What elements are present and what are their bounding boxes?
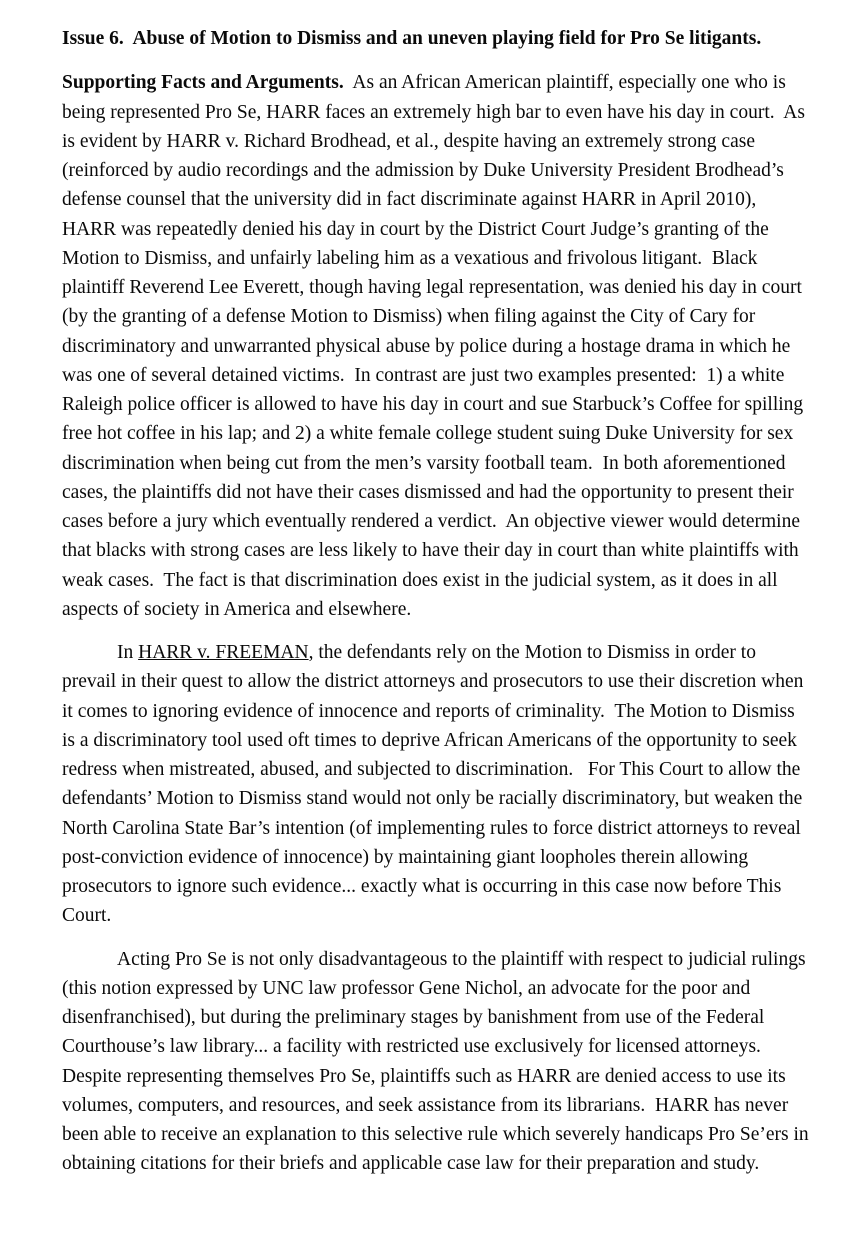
paragraph bbox=[62, 68, 810, 624]
text-segment-bold: Supporting Facts and Arguments. bbox=[62, 72, 344, 94]
paragraph bbox=[62, 638, 810, 931]
document-heading: Issue 6. Abuse of Motion to Dismiss and an uneven playing field for Pro Se litigants. bbox=[62, 28, 762, 49]
document-body bbox=[62, 68, 814, 1178]
text-segment-normal: In bbox=[117, 642, 139, 663]
text-segment-normal: , the defendants rely on the Motion to Dismiss in order to prevail in their quest to allow the district attorneys and prosecutors to use their discretion when it comes to ignoring evidence of innocence and reports of criminality. The Motion to Dismiss is a discriminatory tool used oft times to deprive African Americans of the opportunity to seek redress when mistreated, abused, and subjected to discrimination. For This Court to allow the defendants’ Motion to Dismiss stand would not only be racially discriminatory, but weaken the North Carolina State Bar’s intention (of implementing rules to force district attorneys to reveal post-conviction evidence of innocence) by maintaining giant loopholes therein allowing prosecutors to ignore such evidence... exactly what is occurring in this case now before This Court. bbox=[62, 642, 809, 927]
text-segment-normal: Acting Pro Se is not only disadvantageous to the plaintiff with respect to judicial rulings (this notion expressed by UNC law professor Gene Nichol, an advocate for the poor and disenfranchised), but during the preliminary stages by banishment from use of the Federal Courthouse’s law library... a facility with restricted use exclusively for licensed attorneys. Despite representing themselves Pro Se, plaintiffs such as HARR are denied access to use its volumes, computers, and resources, and seek assistance from its librarians. HARR has never been able to receive an explanation to this selective rule which severely handicaps Pro Se’ers in obtaining citations for their briefs and applicable case law for their preparation and study. bbox=[62, 948, 814, 1175]
text-segment-underline: HARR v. FREEMAN bbox=[138, 642, 309, 663]
paragraph bbox=[62, 945, 814, 1179]
text-segment-normal: As an African American plaintiff, especially one who is being represented Pro Se, HARR faces an extremely high bar to even have his day in court. As is evident by HARR v. Richard Brodhead, et al., despite having an extremely strong case (reinforced by audio recordings and the admission by Duke University President Brodhead’s defense counsel that the university did in fact discriminate against HARR in April 2010), HARR was repeatedly denied his day in court by the District Court Judge’s granting of the Motion to Dismiss, and unfairly labeling him as a vexatious and frivolous litigant. Black plaintiff Reverend Lee Everett, though having legal representation, was denied his day in court (by the granting of a defense Motion to Dismiss) when filing against the City of Cary for discriminatory and unwarranted physical abuse by police during a hostage drama in which he was one of several detained victims. In contrast are just two examples presented: 1) a white Raleigh police officer is allowed to have his day in court and sue Starbuck’s Coffee for spilling free hot coffee in his lap; and 2) a white female college student suing Duke University for sex discrimination when being cut from the men’s varsity football team. In both aforementioned cases, the plaintiffs did not have their cases dismissed and had the opportunity to present their cases before a jury which eventually rendered a verdict. An objective viewer would determine that blacks with strong cases are less likely to have their day in court than white plaintiffs with weak cases. The fact is that discrimination does exist in the judicial system, as it does in all aspects of society in America and elsewhere. bbox=[62, 72, 810, 620]
